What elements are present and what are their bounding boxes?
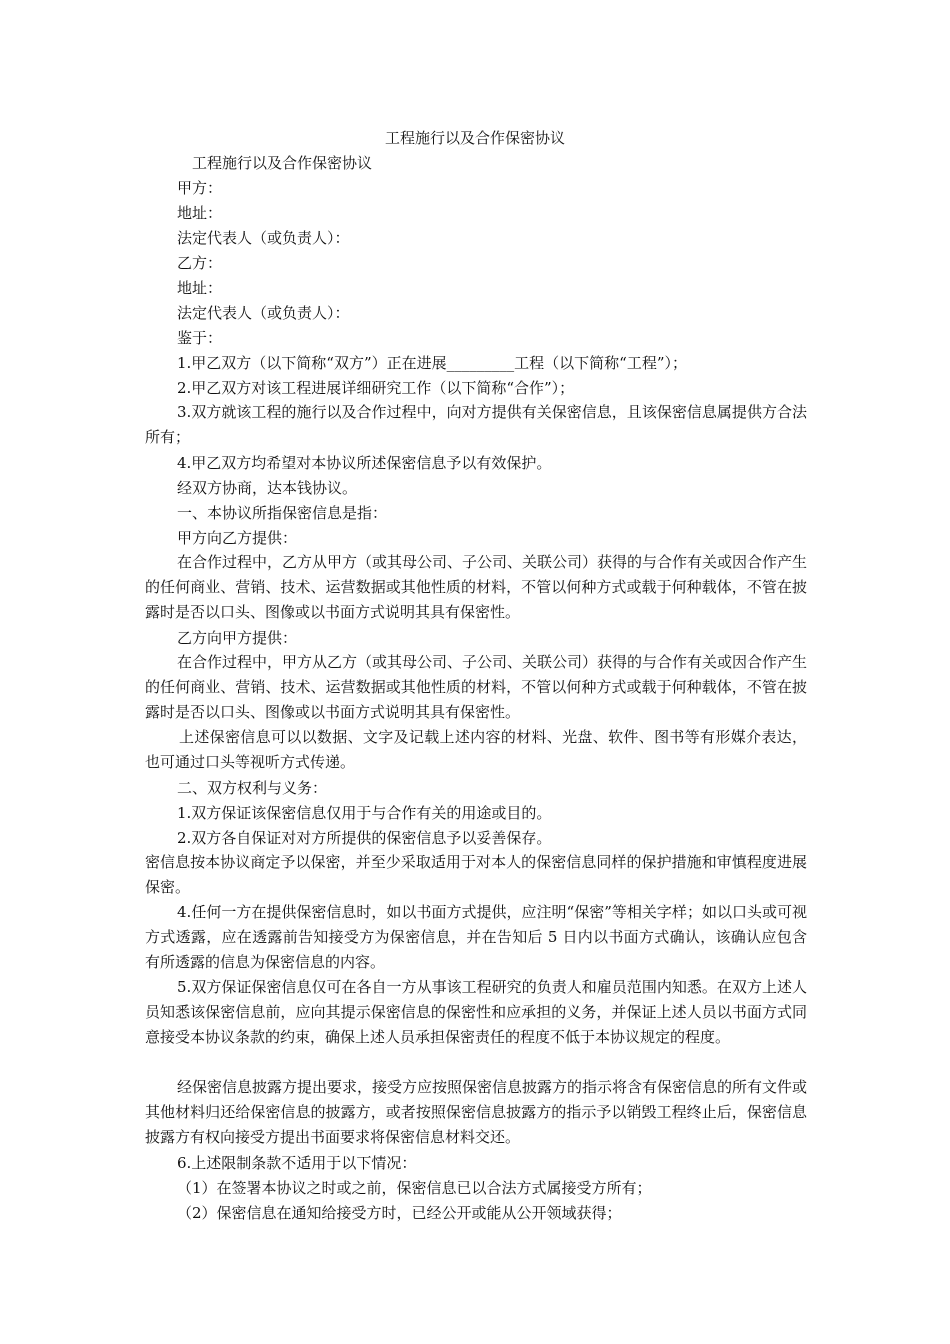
party-b-label: 乙方：	[177, 254, 223, 272]
address-b-label: 地址：	[177, 279, 223, 297]
b-to-a-paragraph: 在合作过程中，甲方从乙方（或其母公司、子公司、关联公司）获得的与合作有关或因合作产生的任何商业、营销、技术、运营数据或其他性质的材料，不管以何种方式或载于何种载体，不管在披露时是否以口头、图像或以书面方式说明其具有保密性。	[145, 653, 808, 721]
document-title: 工程施行以及合作保密协议	[384, 129, 565, 147]
agreement-statement: 经双方协商，达本钱协议。	[177, 479, 358, 497]
whereas-heading: 鉴于：	[177, 329, 223, 347]
whereas-item-4: 4.甲乙双方均希望对本协议所述保密信息予以有效保护。	[177, 454, 552, 472]
whereas-item-3: 3.双方就该工程的施行以及合作过程中，向对方提供有关保密信息，且该保密信息属提供方合法所有；	[145, 403, 807, 446]
legal-rep-b-label: 法定代表人（或负责人）：	[177, 304, 350, 322]
rights-item-3-continued: 密信息按本协议商定予以保密，并至少采取适用于对本人的保密信息同样的保护措施和审慎程度进展保密。	[145, 853, 807, 896]
rights-item-1: 1.双方保证该保密信息仅用于与合作有关的用途或目的。	[177, 804, 552, 822]
whereas-item-2: 2.甲乙双方对该工程进展详细研究工作（以下简称“合作”）；	[177, 379, 575, 397]
exception-item-1: （1）在签署本协议之时或之前，保密信息已以合法方式属接受方所有；	[177, 1179, 652, 1197]
rights-item-6: 6.上述限制条款不适用于以下情况：	[177, 1154, 417, 1172]
address-a-label: 地址：	[177, 204, 223, 222]
rights-item-5: 5.双方保证保密信息仅可在各自一方从事该工程研究的负责人和雇员范围内知悉。在双方上述人员知悉该保密信息前，应向其提示保密信息的保密性和应承担的义务，并保证上述人员以书面方式同意接受本协议条款的约束，确保上述人员承担保密责任的程度不低于本协议规定的程度。	[145, 978, 807, 1046]
exception-item-2: （2）保密信息在通知给接受方时，已经公开或能从公开领域获得；	[177, 1204, 622, 1222]
section-2-heading: 二、双方权利与义务：	[177, 779, 328, 797]
a-to-b-heading: 甲方向乙方提供：	[177, 529, 298, 547]
b-to-a-heading: 乙方向甲方提供：	[177, 629, 298, 647]
return-materials-paragraph: 经保密信息披露方提出要求，接受方应按照保密信息披露方的指示将含有保密信息的所有文件或其他材料归还给保密信息的披露方，或者按照保密信息披露方的指示予以销毁工程终止后，保密信息披露方有权向接受方提出书面要求将保密信息材料交还。	[145, 1078, 808, 1146]
party-a-label: 甲方：	[177, 179, 223, 197]
rights-item-2: 2.双方各自保证对对方所提供的保密信息予以妥善保存。	[177, 829, 552, 847]
forms-paragraph: 上述保密信息可以以数据、文字及记载上述内容的材料、光盘、软件、图书等有形媒介表达，也可通过口头等视听方式传递。	[145, 728, 807, 771]
rights-item-4: 4.任何一方在提供保密信息时，如以书面方式提供，应注明“保密”等相关字样；如以口头或可视方式透露，应在透露前告知接受方为保密信息，并在告知后 5 日内以书面方式确认，该确认应包含有所透露的信息为保密信息的内容。	[145, 903, 807, 971]
whereas-item-1: 1.甲乙双方（以下简称“双方”）正在进展_________工程（以下简称“工程”）；	[177, 354, 687, 372]
section-1-heading: 一、本协议所指保密信息是指：	[177, 504, 388, 522]
document-subtitle: 工程施行以及合作保密协议	[192, 154, 373, 172]
a-to-b-paragraph: 在合作过程中，乙方从甲方（或其母公司、子公司、关联公司）获得的与合作有关或因合作产生的任何商业、营销、技术、运营数据或其他性质的材料，不管以何种方式或载于何种载体，不管在披露时是否以口头、图像或以书面方式说明其具有保密性。	[145, 553, 808, 621]
legal-rep-a-label: 法定代表人（或负责人）：	[177, 229, 350, 247]
